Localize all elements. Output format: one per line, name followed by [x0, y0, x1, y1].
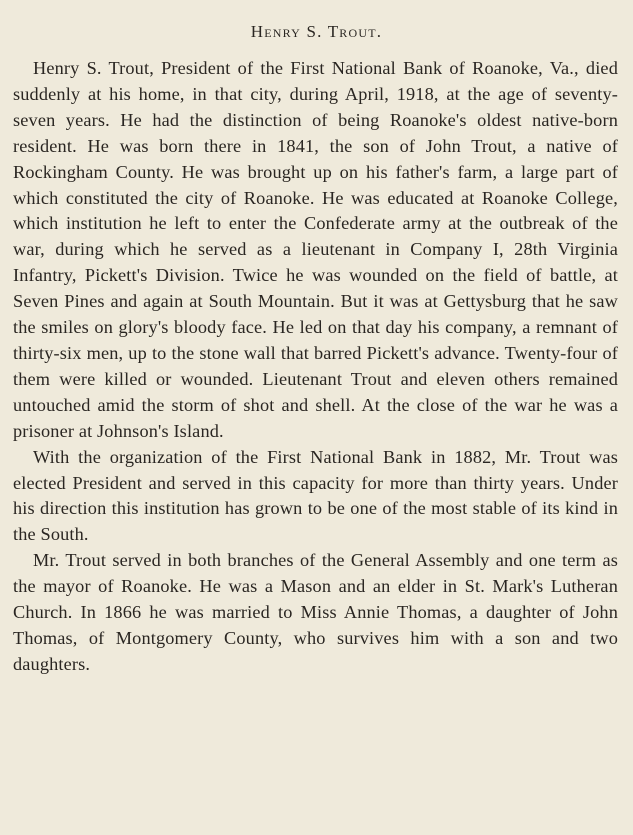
paragraph-biography: Henry S. Trout, President of the First National Bank of Roanoke, Va., died suddenly at his home, in that city, during April, 1918, at the age of seventy-seven years. He had the distinction of being Roanoke's oldest native-born resident. He was born there in 1841, the son of John Trout, a native of Rockingham County. He was brought up on his father's farm, a large part of which constituted the city of Roanoke. He was educated at Roanoke College, which institution he left to enter the Confederate army at the outbreak of the war, during which he served as a lieutenant in Company I, 28th Virginia Infantry, Pickett's Division. Twice he was wounded on the field of battle, at Seven Pines and again at South Mountain. But it was at Gettysburg that he saw the smiles on glory's bloody face. He led on that day his company, a remnant of thirty-six men, up to the stone wall that barred Pickett's advance. Twenty-four of them were killed or wounded. Lieutenant Trout and eleven others remained untouched amid the storm of shot and shell. At the close of the war he was a prisoner at Johnson's Island.: [13, 58, 618, 441]
article-body: [13, 56, 618, 678]
paragraph-public-life: Mr. Trout served in both branches of the General Assembly and one term as the mayor of Roanoke. He was a Mason and an elder in St. Mark's Lutheran Church. In 1866 he was married to Miss Annie Thomas, a daughter of John Thomas, of Montgomery County, who survives him with a son and two daughters.: [13, 550, 618, 674]
paragraph-bank-career: With the organization of the First National Bank in 1882, Mr. Trout was elected President and served in this capacity for more than thirty years. Under his direction this institution has grown to be one of the most stable of its kind in the South.: [13, 446, 618, 545]
article-title: Henry S. Trout.: [250, 22, 383, 41]
